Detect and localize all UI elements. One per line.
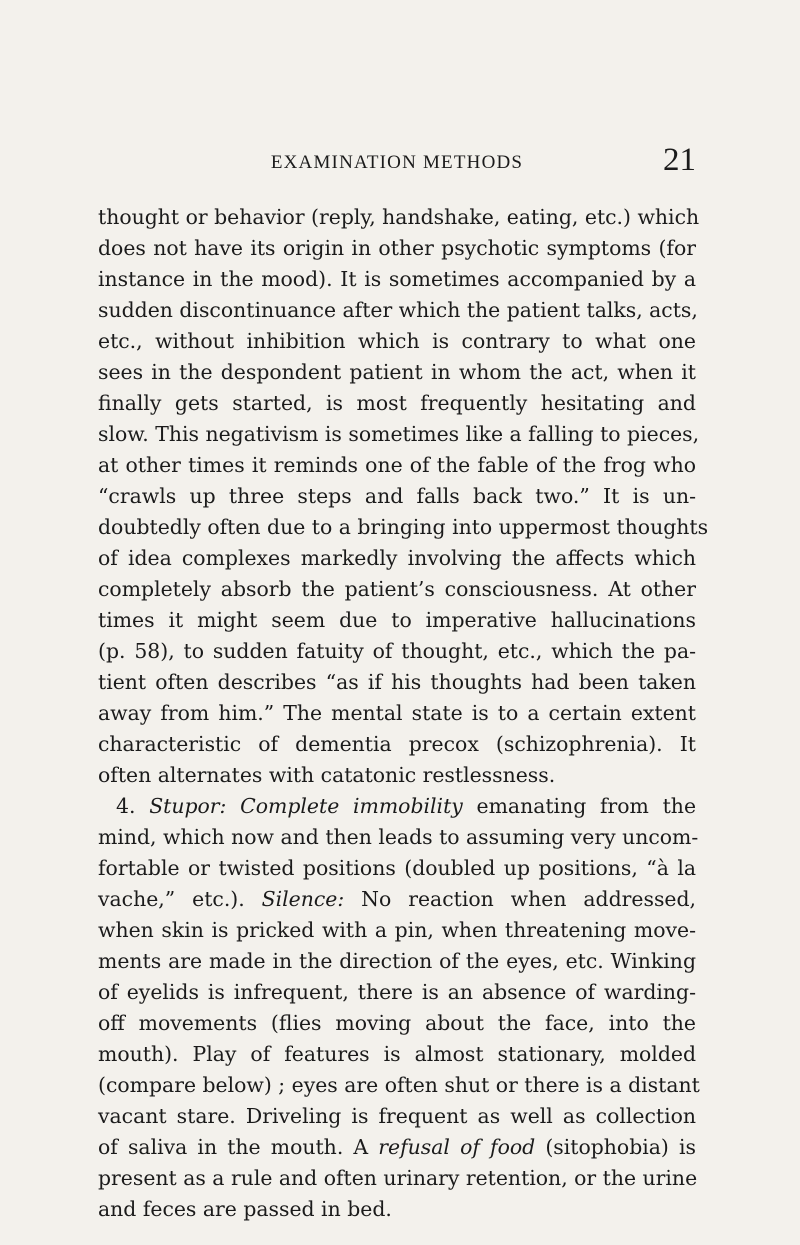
text-line: and feces are passed in bed. <box>98 1197 392 1221</box>
text-line: characteristic of dementia precox (schizophrenia). It <box>98 732 696 756</box>
text-line: 4. Stupor: Complete immobility emanating from the <box>116 794 697 818</box>
paragraph <box>98 791 700 1225</box>
italic-term: Stupor: Complete immobility <box>149 794 463 818</box>
paragraph <box>98 202 709 791</box>
text-line: sudden discontinuance after which the patient talks, acts, <box>98 298 698 322</box>
body-text <box>98 202 709 1225</box>
text-line: “crawls up three steps and falls back two.” It is un- <box>98 484 696 508</box>
text-line: doubtedly often due to a bringing into uppermost thoughts <box>98 515 709 539</box>
text-line: away from him.” The mental state is to a certain extent <box>98 701 696 725</box>
text-line: of idea complexes markedly involving the affects which <box>98 546 696 570</box>
text-line: slow. This negativism is sometimes like a falling to pieces, <box>98 422 700 446</box>
text-line: vache,” etc.). Silence: No reaction when addressed, <box>98 887 697 911</box>
text-line: mouth). Play of features is almost stationary, molded <box>98 1042 696 1066</box>
text-line: mind, which now and then leads to assuming very uncom- <box>98 825 699 849</box>
text-line: (compare below) ; eyes are often shut or there is a distant <box>98 1073 700 1097</box>
text-line: instance in the mood). It is sometimes accompanied by a <box>98 267 696 291</box>
text-line: (p. 58), to sudden fatuity of thought, etc., which the pa- <box>98 639 696 663</box>
text-line: fortable or twisted positions (doubled up positions, “à la <box>98 856 696 880</box>
text-line: times it might seem due to imperative hallucinations <box>98 608 696 632</box>
text-line: at other times it reminds one of the fable of the frog who <box>98 453 696 477</box>
text-line: of saliva in the mouth. A refusal of food (sitophobia) is <box>98 1135 696 1159</box>
text-line: ments are made in the direction of the eyes, etc. Winking <box>98 949 696 973</box>
text-line: often alternates with catatonic restlessness. <box>98 763 556 787</box>
italic-term: Silence: <box>261 887 345 911</box>
text-line: etc., without inhibition which is contrary to what one <box>98 329 696 353</box>
running-head: EXAMINATION METHODS <box>270 152 524 173</box>
text-line: completely absorb the patient’s consciousness. At other <box>98 577 696 601</box>
page-number: 21 <box>663 142 696 178</box>
text-line: tient often describes “as if his thoughts had been taken <box>98 670 696 694</box>
text-line: present as a rule and often urinary retention, or the urine <box>98 1166 698 1190</box>
text-line: of eyelids is infrequent, there is an absence of warding- <box>98 980 696 1004</box>
text-line: does not have its origin in other psychotic symptoms (for <box>98 236 696 260</box>
text-line: vacant stare. Driveling is frequent as well as collection <box>98 1104 696 1128</box>
text-line: off movements (flies moving about the face, into the <box>98 1011 696 1035</box>
text-line: finally gets started, is most frequently hesitating and <box>98 391 696 415</box>
italic-term: refusal of food <box>378 1135 536 1159</box>
text-line: when skin is pricked with a pin, when threatening move- <box>98 918 696 942</box>
page-header <box>98 142 696 178</box>
text-line: thought or behavior (reply, handshake, eating, etc.) which <box>98 205 700 229</box>
text-line: sees in the despondent patient in whom the act, when it <box>98 360 696 384</box>
